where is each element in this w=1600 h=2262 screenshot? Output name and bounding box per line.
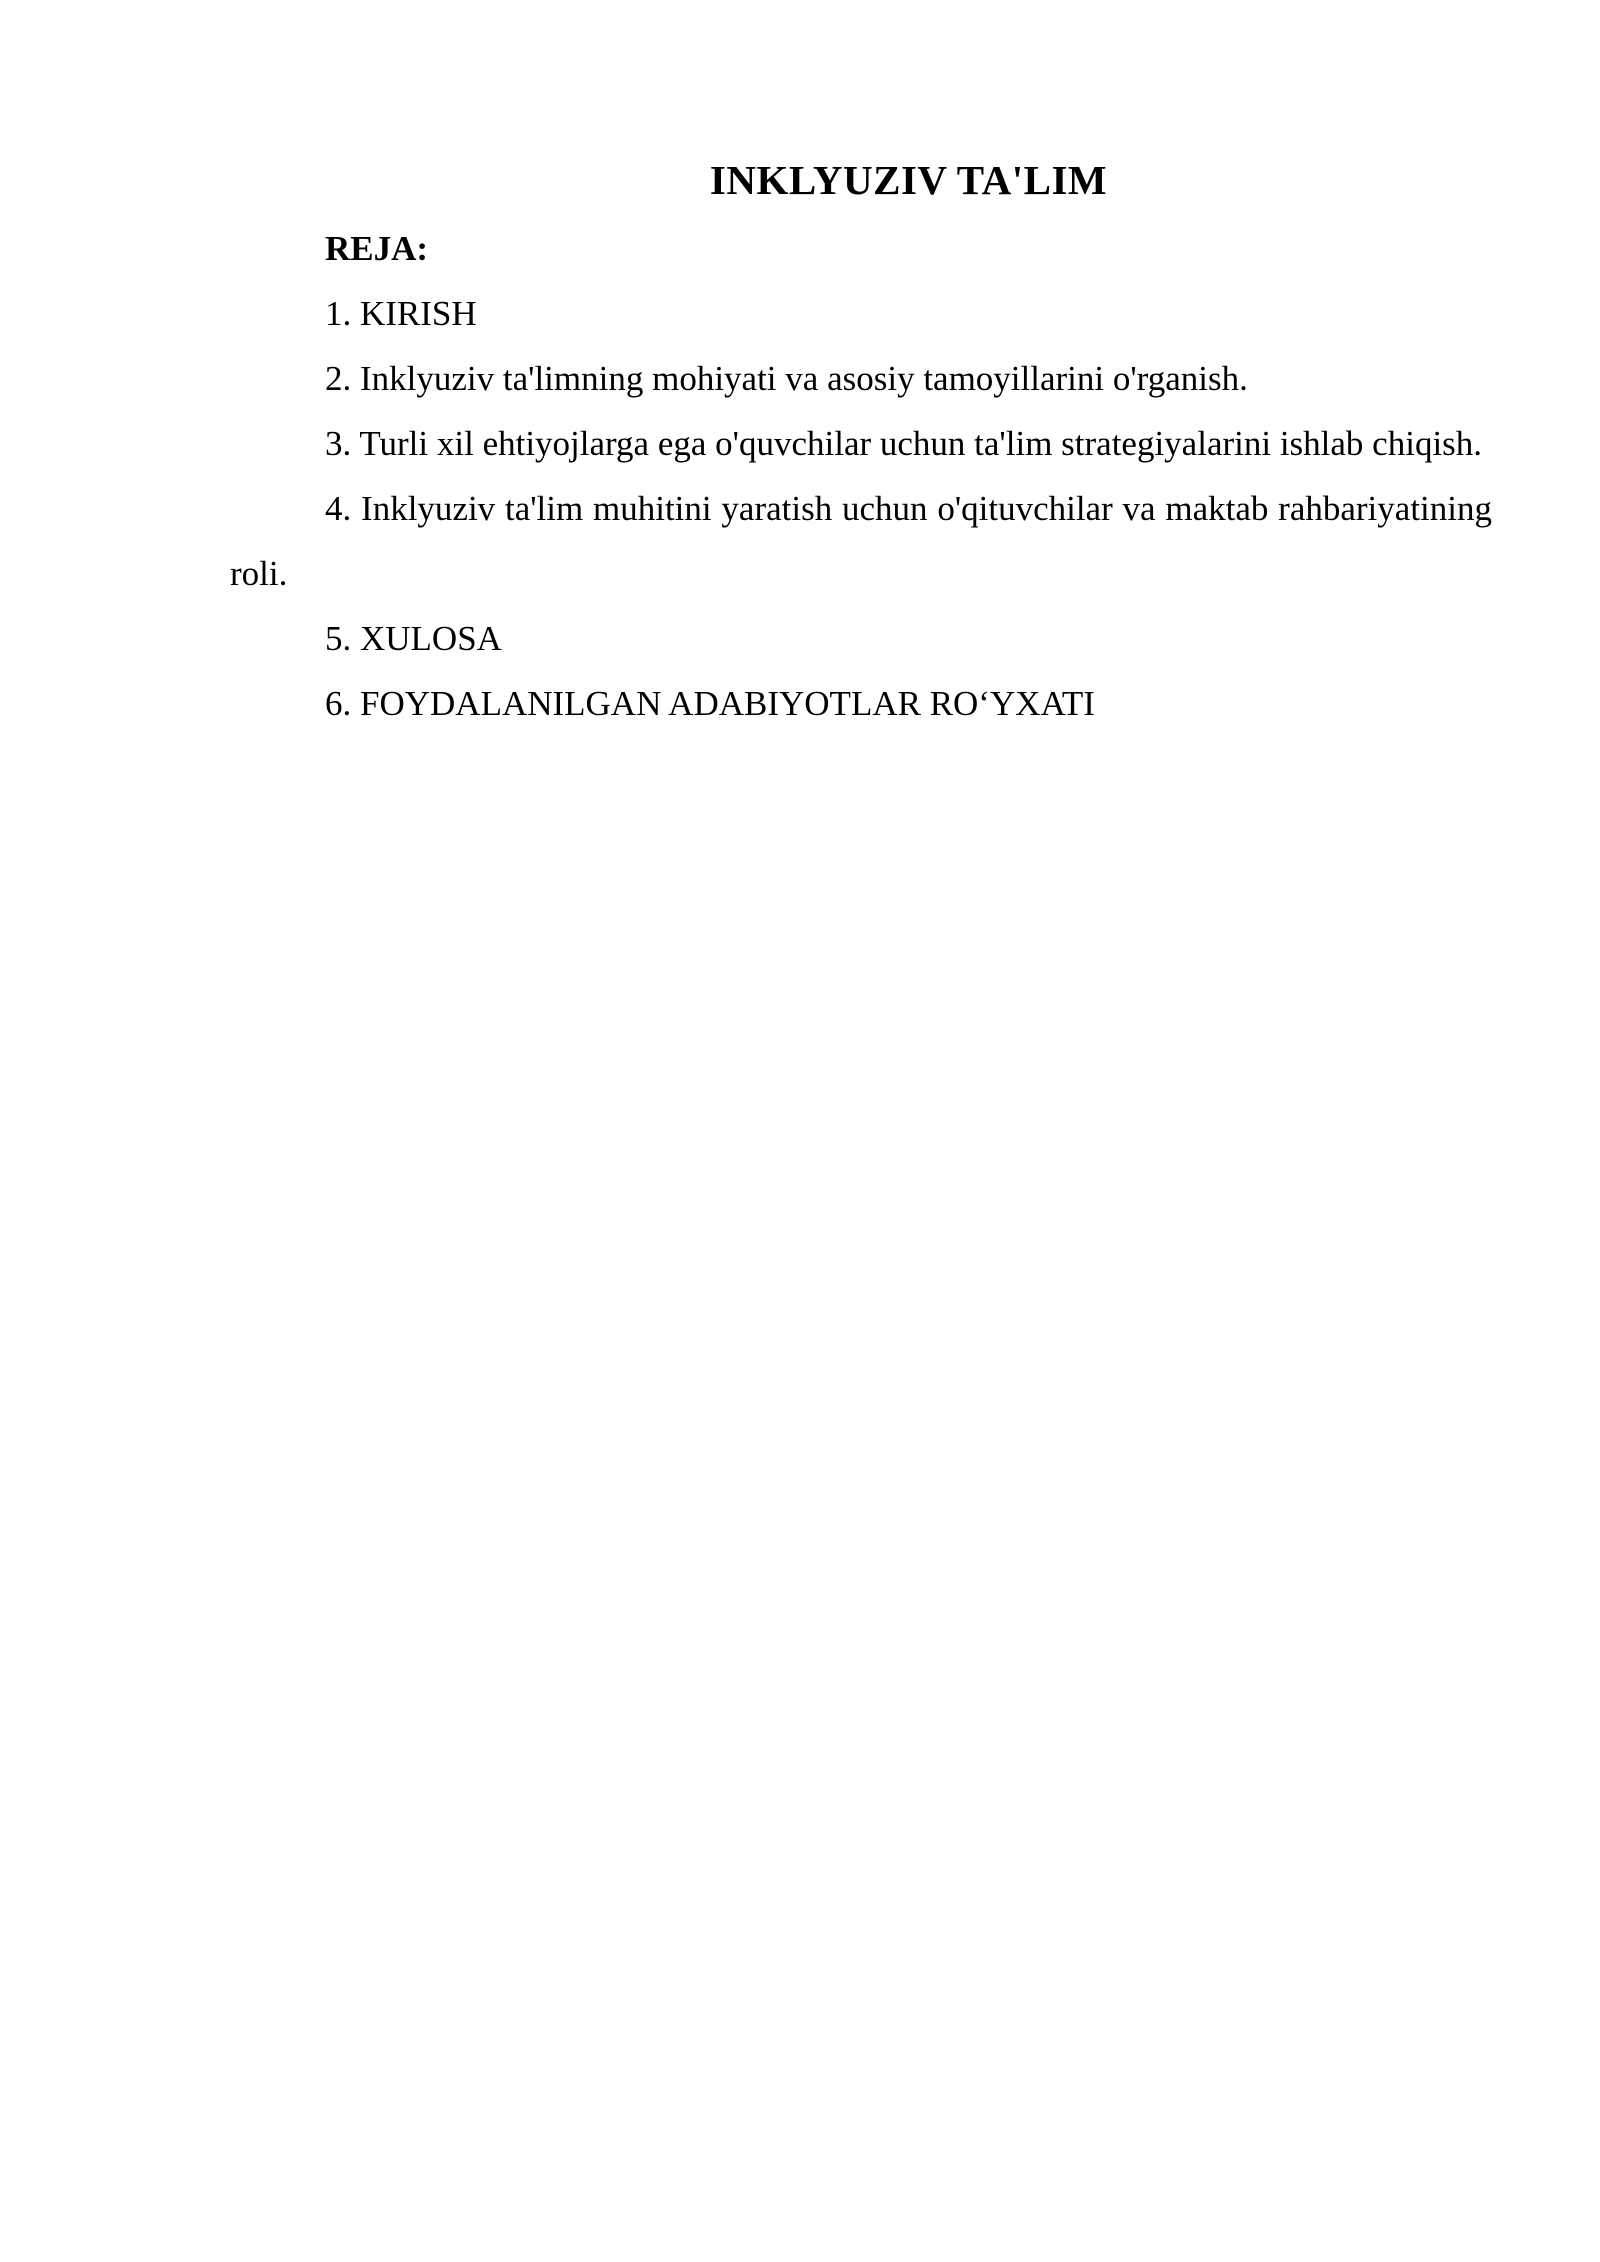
plan-label: REJA: (325, 229, 429, 268)
plan-item-references: 6. FOYDALANILGAN ADABIYOTLAR RO‘YXATI (325, 684, 1095, 723)
plan-item-strategies: 3. Turli xil ehtiyojlarga ega o'quvchilar uchun ta'lim strategiyalarini ishlab chiqish. (325, 424, 1483, 463)
plan-item-essence: 2. Inklyuziv ta'limning mohiyati va asosiy tamoyillarini o'rganish. (325, 359, 1248, 398)
plan-list (230, 281, 1492, 736)
plan-item-role: 4. Inklyuziv ta'lim muhitini yaratish uchun o'qituvchilar va maktab rahbariyatining roli. (230, 489, 1492, 593)
document-page (230, 152, 1492, 736)
document-title: INKLYUZIV TA'LIM (709, 157, 1108, 203)
plan-item-conclusion: 5. XULOSA (325, 619, 502, 658)
plan-item-intro: 1. KIRISH (325, 294, 477, 333)
